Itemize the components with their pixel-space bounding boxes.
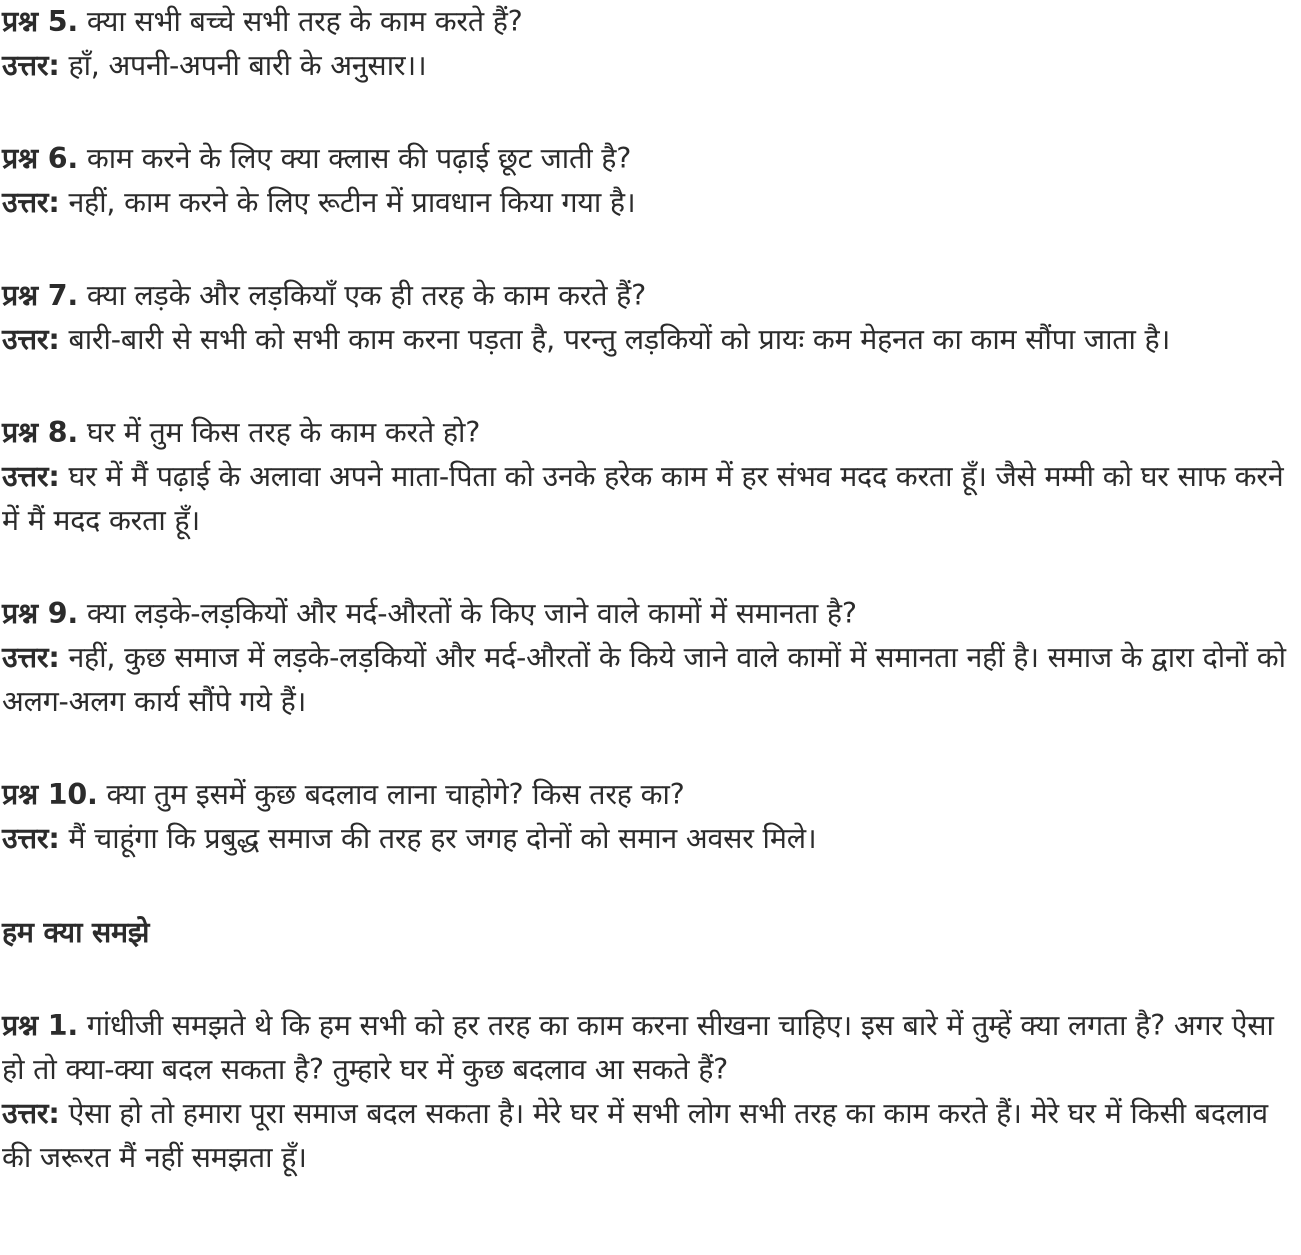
question-text: गांधीजी समझते थे कि हम सभी को हर तरह का काम करना सीखना चाहिए। इस बारे में तुम्हें क्या लगता है? अगर ऐसा हो तो क्या-क्या बदल सकता है? तुम्हारे घर में कुछ बदलाव आ सकते हैं? <box>2 1009 1274 1086</box>
answer <box>2 636 1300 724</box>
answer-text: ऐसा हो तो हमारा पूरा समाज बदल सकता है। मेरे घर में सभी लोग सभी तरह का काम करते हैं। मेरे घर में किसी बदलाव की जरूरत मैं नहीं समझता हूँ। <box>2 1097 1268 1174</box>
answer-text: बारी-बारी से सभी को सभी काम करना पड़ता है, परन्तु लड़कियों को प्रायः कम मेहनत का काम सौंपा जाता है। <box>68 323 1171 356</box>
answer-text: नहीं, कुछ समाज में लड़के-लड़कियों और मर्द-औरतों के किये जाने वाले कामों में समानता नहीं है। समाज के द्वारा दोनों को अलग-अलग कार्य सौंपे गये हैं। <box>2 641 1286 718</box>
spacer <box>2 955 1300 1004</box>
question-label: प्रश्न 9. <box>2 597 78 630</box>
section-heading: हम क्या समझे <box>2 916 150 949</box>
answer-label: उत्तर: <box>2 186 60 219</box>
answer <box>2 455 1300 543</box>
spacer <box>2 724 1300 773</box>
question <box>2 1004 1300 1092</box>
answer-text: घर में मैं पढ़ाई के अलावा अपने माता-पिता को उनके हरेक काम में हर संभव मदद करता हूँ। जैसे मम्मी को घर साफ करने में मैं मदद करता हूँ। <box>2 460 1284 537</box>
question <box>2 0 1300 44</box>
qa-item-10 <box>2 773 1300 861</box>
question <box>2 274 1300 318</box>
question-text: क्या लड़के-लड़कियों और मर्द-औरतों के किए जाने वाले कामों में समानता है? <box>86 597 857 630</box>
question-label: प्रश्न 8. <box>2 416 78 449</box>
question <box>2 592 1300 636</box>
question-label: प्रश्न 5. <box>2 5 78 38</box>
question-label: प्रश्न 10. <box>2 778 98 811</box>
question-text: घर में तुम किस तरह के काम करते हो? <box>86 416 481 449</box>
answer-label: उत्तर: <box>2 641 60 674</box>
answer <box>2 318 1300 362</box>
answer-label: उत्तर: <box>2 822 60 855</box>
answer <box>2 817 1300 861</box>
answer-label: उत्तर: <box>2 49 60 82</box>
spacer <box>2 543 1300 592</box>
answer-text: हाँ, अपनी-अपनी बारी के अनुसार।। <box>68 49 427 82</box>
spacer <box>2 861 1300 911</box>
question-text: क्या तुम इसमें कुछ बदलाव लाना चाहोगे? किस तरह का? <box>106 778 685 811</box>
answer <box>2 181 1300 225</box>
document-body <box>2 0 1300 1180</box>
qa-item-6 <box>2 137 1300 225</box>
question-text: क्या लड़के और लड़कियाँ एक ही तरह के काम करते हैं? <box>86 279 647 312</box>
answer-label: उत्तर: <box>2 1097 60 1130</box>
question <box>2 411 1300 455</box>
question-label: प्रश्न 1. <box>2 1009 78 1042</box>
qa-section-item-1 <box>2 1004 1300 1180</box>
qa-item-5 <box>2 0 1300 88</box>
qa-item-7 <box>2 274 1300 362</box>
qa-item-8 <box>2 411 1300 543</box>
question <box>2 773 1300 817</box>
spacer <box>2 362 1300 411</box>
answer <box>2 44 1300 88</box>
answer <box>2 1092 1300 1180</box>
answer-text: मैं चाहूंगा कि प्रबुद्ध समाज की तरह हर जगह दोनों को समान अवसर मिले। <box>68 822 817 855</box>
spacer <box>2 88 1300 137</box>
answer-label: उत्तर: <box>2 323 60 356</box>
question <box>2 137 1300 181</box>
qa-item-9 <box>2 592 1300 724</box>
question-label: प्रश्न 6. <box>2 142 78 175</box>
question-text: काम करने के लिए क्या क्लास की पढ़ाई छूट जाती है? <box>86 142 632 175</box>
question-label: प्रश्न 7. <box>2 279 78 312</box>
answer-text: नहीं, काम करने के लिए रूटीन में प्रावधान किया गया है। <box>68 186 636 219</box>
answer-label: उत्तर: <box>2 460 60 493</box>
question-text: क्या सभी बच्चे सभी तरह के काम करते हैं? <box>86 5 523 38</box>
spacer <box>2 225 1300 274</box>
